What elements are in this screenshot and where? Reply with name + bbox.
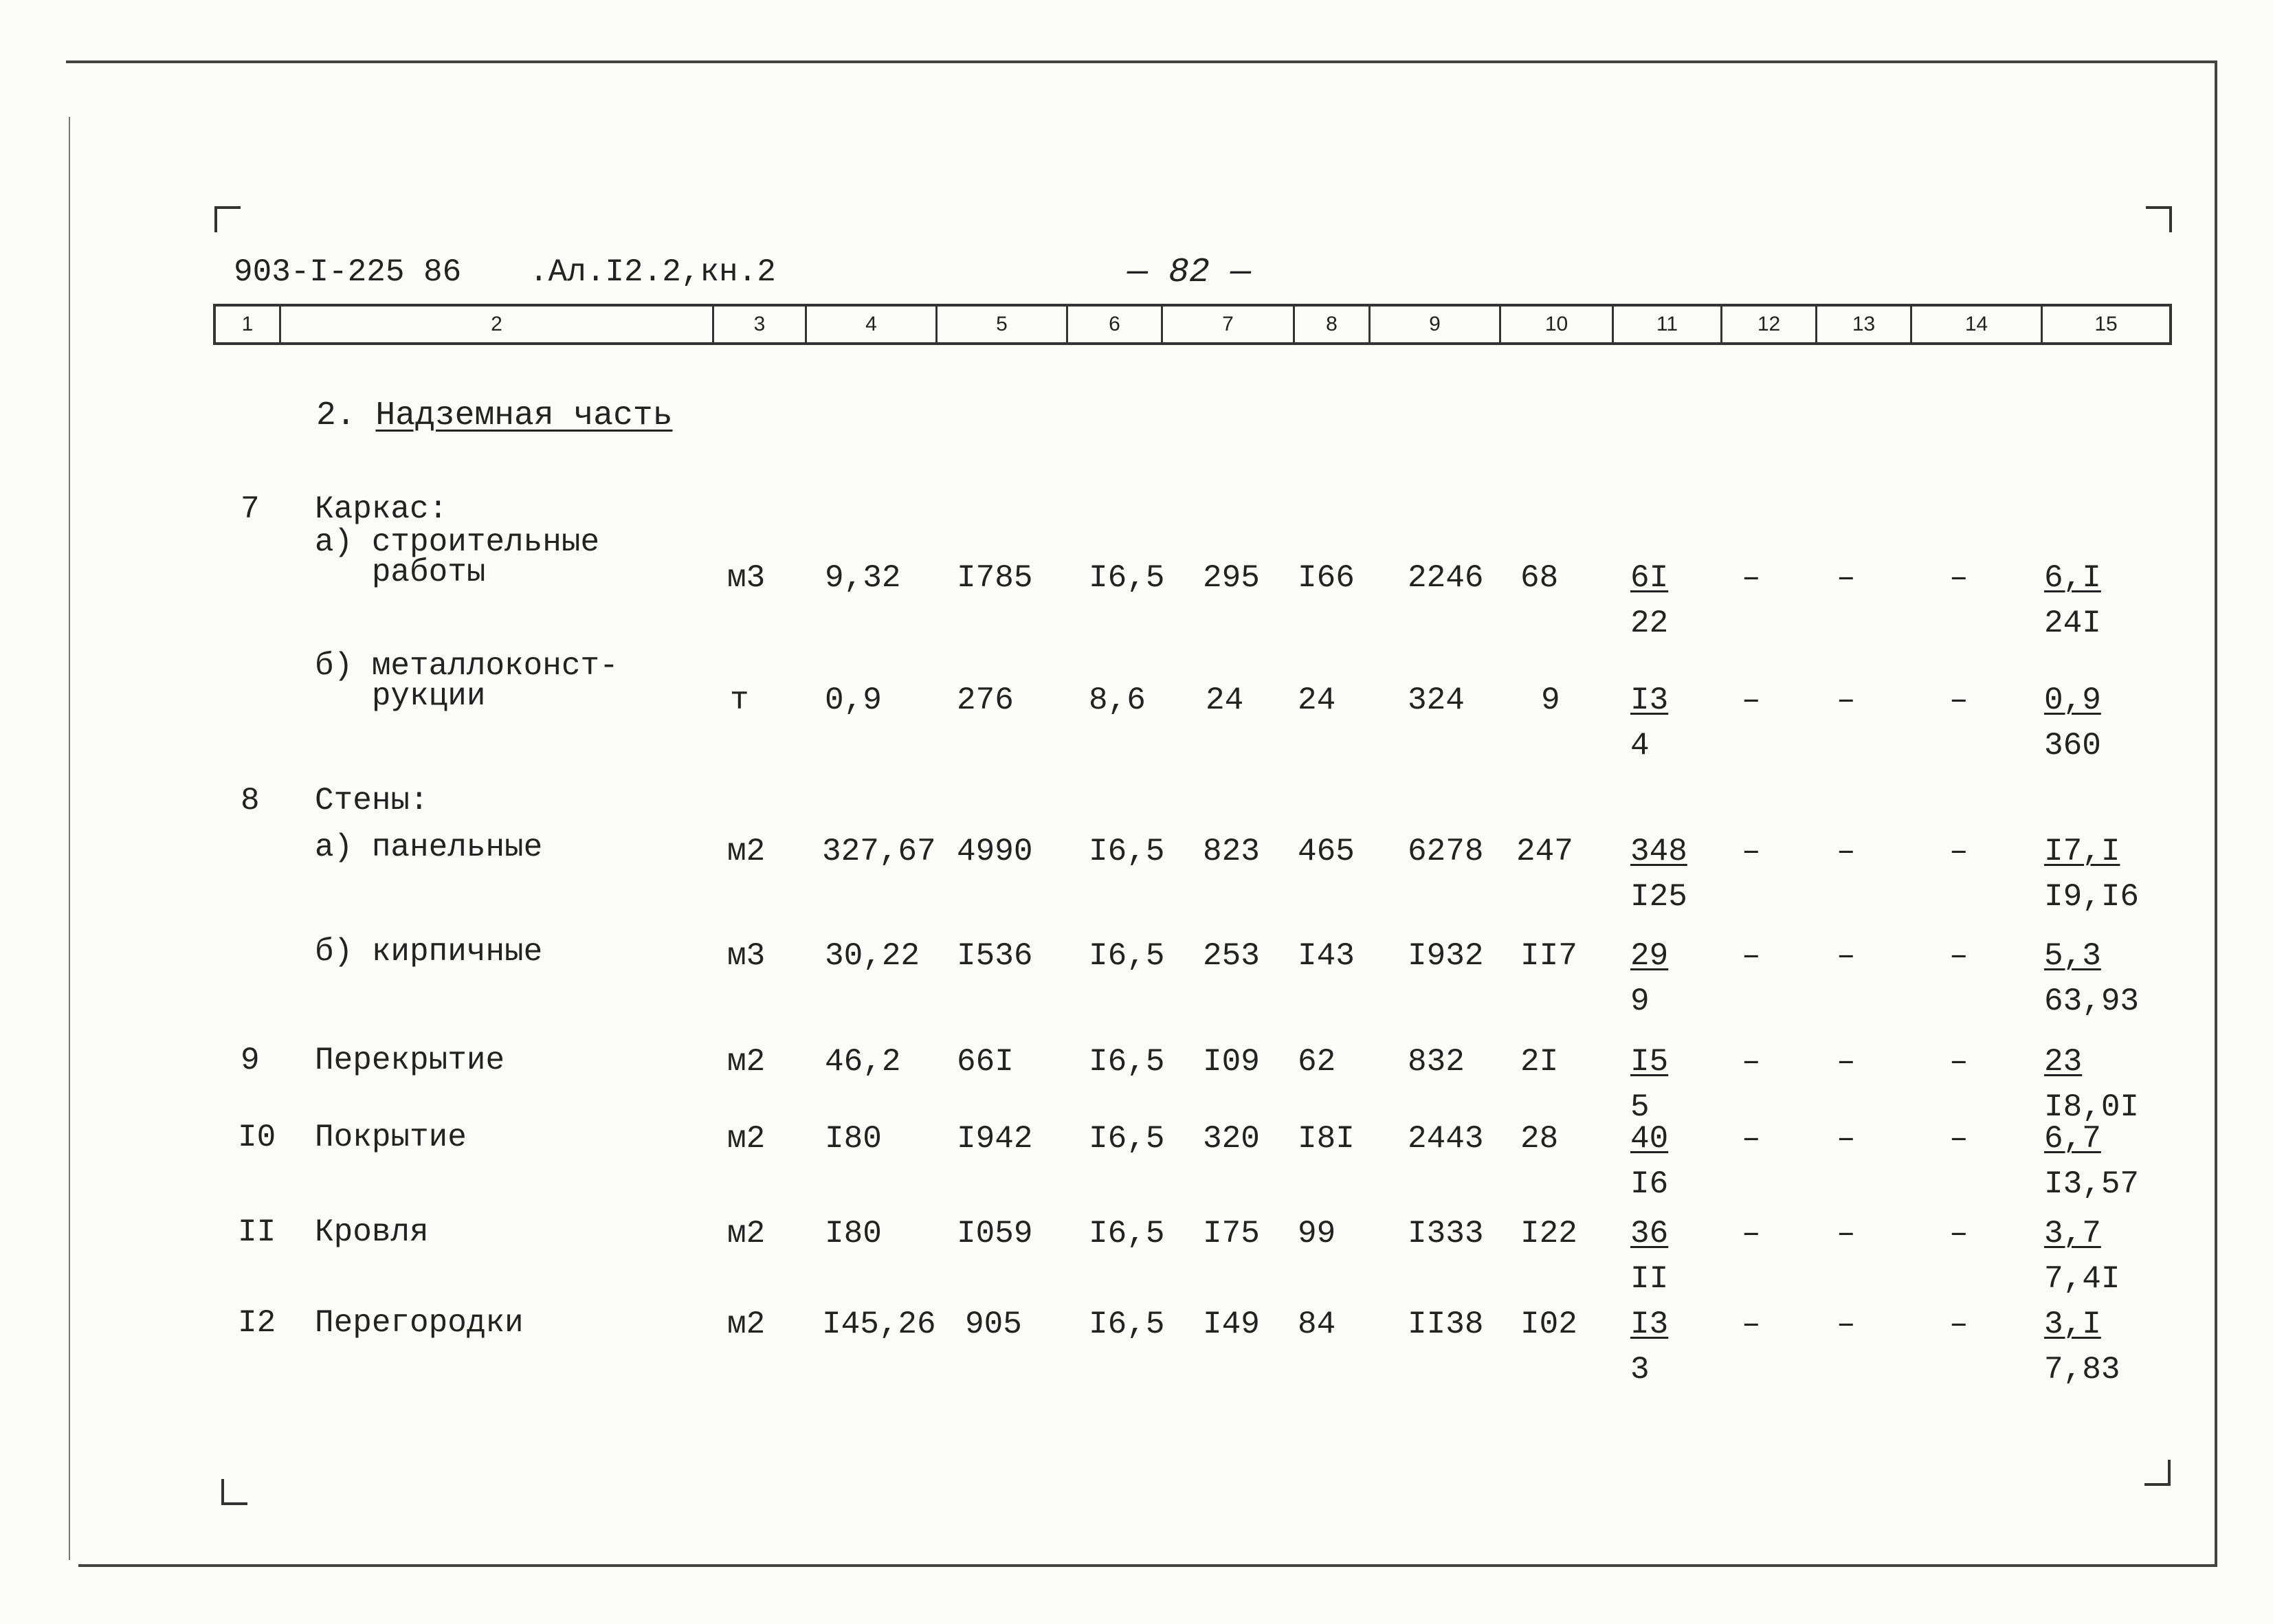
column-number-bar bbox=[213, 304, 2172, 345]
row-number: I0 bbox=[238, 1120, 276, 1155]
fraction-denominator: I3,57 bbox=[2044, 1166, 2140, 1202]
cell-col12: – bbox=[1742, 1044, 1761, 1080]
cell-col7: 295 bbox=[1203, 560, 1260, 596]
row-label: Каркас: bbox=[315, 491, 448, 527]
column-number: 8 bbox=[1295, 307, 1371, 342]
section-heading bbox=[316, 397, 673, 434]
row-label: Покрытие bbox=[315, 1120, 467, 1155]
fraction-numerator: I3 bbox=[1630, 682, 1669, 718]
cell-col10: I02 bbox=[1520, 1306, 1577, 1342]
fraction-denominator: 3 bbox=[1630, 1352, 1650, 1388]
cell-col14: – bbox=[1949, 1306, 1969, 1342]
cell-col6: I6,5 bbox=[1089, 1121, 1165, 1157]
fraction-denominator: I6 bbox=[1630, 1166, 1669, 1202]
cell-col7: I75 bbox=[1203, 1216, 1260, 1252]
fraction-denominator: I8,0I bbox=[2044, 1089, 2140, 1125]
cell-col6: I6,5 bbox=[1089, 834, 1165, 869]
fraction-numerator: 40 bbox=[1630, 1121, 1669, 1157]
cell-col14: – bbox=[1949, 1216, 1969, 1252]
cell-col14: – bbox=[1949, 938, 1969, 974]
cell-col12: – bbox=[1742, 682, 1761, 718]
cell-col13: – bbox=[1837, 1216, 1856, 1252]
cell-col9: 2246 bbox=[1408, 560, 1484, 596]
cell-col8: I66 bbox=[1298, 560, 1355, 596]
row-label: б) кирпичные bbox=[315, 934, 543, 970]
cell-col14: – bbox=[1949, 560, 1969, 596]
cell-col10: 28 bbox=[1520, 1121, 1559, 1157]
cell-col7: 24 bbox=[1206, 682, 1244, 718]
cell-col12: – bbox=[1742, 1216, 1761, 1252]
column-number: 15 bbox=[2094, 313, 2118, 335]
cell-col13: – bbox=[1837, 1306, 1856, 1342]
cell-col5: 905 bbox=[965, 1306, 1022, 1342]
fraction-numerator: 23 bbox=[2044, 1044, 2083, 1080]
cell-col11-fraction bbox=[1630, 1123, 1676, 1200]
cell-col9: 324 bbox=[1408, 682, 1465, 718]
cell-col11-fraction bbox=[1630, 940, 1676, 1017]
cell-col15-fraction bbox=[2044, 1123, 2139, 1200]
fraction-numerator: 348 bbox=[1630, 834, 1687, 869]
row-number: I2 bbox=[238, 1305, 276, 1341]
cell-col15-fraction bbox=[2044, 836, 2139, 913]
cell-col11-fraction bbox=[1630, 1306, 1676, 1388]
cell-col4: I80 bbox=[825, 1121, 882, 1157]
cell-col15-fraction bbox=[2044, 1046, 2139, 1123]
cell-col11-fraction bbox=[1630, 682, 1676, 764]
cell-col12: – bbox=[1742, 1121, 1761, 1157]
cell-col8: 465 bbox=[1298, 834, 1355, 869]
row-number: 8 bbox=[241, 783, 260, 819]
cell-col14: – bbox=[1949, 1121, 1969, 1157]
fraction-numerator: 6,7 bbox=[2044, 1121, 2101, 1157]
fraction-denominator: 7,4I bbox=[2044, 1261, 2120, 1297]
cell-col15-fraction bbox=[2044, 562, 2109, 639]
cell-col8: 24 bbox=[1298, 682, 1336, 718]
row-number: II bbox=[238, 1214, 276, 1250]
column-number: 4 bbox=[807, 307, 938, 342]
cell-col4: 9,32 bbox=[825, 560, 901, 596]
fraction-denominator: 9 bbox=[1630, 983, 1650, 1019]
cell-col13: – bbox=[1837, 560, 1856, 596]
corner-mark-bottom-left bbox=[221, 1479, 247, 1505]
column-number: 3 bbox=[714, 307, 807, 342]
fraction-denominator: I25 bbox=[1630, 879, 1687, 915]
cell-col15-fraction bbox=[2044, 1218, 2120, 1295]
cell-unit: м2 bbox=[727, 1216, 766, 1252]
cell-col8: 62 bbox=[1298, 1044, 1336, 1080]
cell-col4: I45,26 bbox=[822, 1306, 936, 1342]
row-label: б) металлоконст- bbox=[315, 648, 619, 684]
cell-col5: 276 bbox=[957, 682, 1014, 718]
fraction-numerator: 5,3 bbox=[2044, 938, 2101, 974]
page-number: — 82 — bbox=[1127, 253, 1252, 292]
frame-bottom-border bbox=[78, 1564, 2217, 1567]
cell-col9: 2443 bbox=[1408, 1121, 1484, 1157]
fraction-numerator: 3,7 bbox=[2044, 1216, 2101, 1252]
cell-col10: 2I bbox=[1520, 1044, 1559, 1080]
cell-col5: 4990 bbox=[957, 834, 1033, 869]
row-number: 7 bbox=[241, 491, 260, 527]
fraction-numerator: 6,I bbox=[2044, 560, 2101, 596]
corner-mark-top-right bbox=[2146, 206, 2172, 232]
cell-col5: I785 bbox=[957, 560, 1033, 596]
cell-col11-fraction bbox=[1630, 562, 1676, 639]
cell-col11-fraction bbox=[1630, 1046, 1676, 1123]
cell-col12: – bbox=[1742, 1306, 1761, 1342]
frame-right-border bbox=[2215, 60, 2217, 1567]
fraction-numerator: 3,I bbox=[2044, 1306, 2101, 1342]
row-label: Кровля bbox=[315, 1214, 429, 1250]
column-number: 2 bbox=[281, 307, 714, 342]
cell-col13: – bbox=[1837, 682, 1856, 718]
column-number: 5 bbox=[938, 307, 1068, 342]
cell-col13: – bbox=[1837, 834, 1856, 869]
cell-col6: I6,5 bbox=[1089, 938, 1165, 974]
cell-col10: I22 bbox=[1520, 1216, 1577, 1252]
cell-col8: 99 bbox=[1298, 1216, 1336, 1252]
cell-col6: 8,6 bbox=[1089, 682, 1146, 718]
fraction-numerator: I3 bbox=[1630, 1306, 1669, 1342]
cell-col4: 30,22 bbox=[825, 938, 920, 974]
cell-col6: I6,5 bbox=[1089, 560, 1165, 596]
cell-col14: – bbox=[1949, 834, 1969, 869]
row-label: а) строительные bbox=[315, 524, 600, 560]
row-label: работы bbox=[315, 555, 486, 590]
cell-col6: I6,5 bbox=[1089, 1216, 1165, 1252]
cell-col8: I8I bbox=[1298, 1121, 1355, 1157]
column-number: 6 bbox=[1068, 307, 1163, 342]
cell-col5: I059 bbox=[957, 1216, 1033, 1252]
cell-unit: м3 bbox=[727, 938, 766, 974]
cell-col11-fraction bbox=[1630, 836, 1696, 913]
corner-mark-bottom-right bbox=[2144, 1460, 2171, 1486]
cell-col6: I6,5 bbox=[1089, 1306, 1165, 1342]
cell-col9: I932 bbox=[1408, 938, 1484, 974]
cell-col5: I536 bbox=[957, 938, 1033, 974]
fraction-numerator: I7,I bbox=[2044, 834, 2120, 869]
fraction-denominator: 360 bbox=[2044, 728, 2101, 764]
fraction-denominator: 7,83 bbox=[2044, 1352, 2120, 1388]
cell-col10: 247 bbox=[1516, 834, 1573, 869]
column-number: 11 bbox=[1614, 307, 1722, 342]
cell-col4: 46,2 bbox=[825, 1044, 901, 1080]
cell-col12: – bbox=[1742, 834, 1761, 869]
cell-col4: I80 bbox=[825, 1216, 882, 1252]
section-title: Надземная часть bbox=[375, 397, 673, 434]
frame-top-border bbox=[66, 60, 2217, 63]
fraction-denominator: I9,I6 bbox=[2044, 879, 2140, 915]
cell-col9: 832 bbox=[1408, 1044, 1465, 1080]
cell-col15-fraction bbox=[2044, 682, 2109, 764]
cell-col10: 9 bbox=[1541, 682, 1560, 718]
column-number: 13 bbox=[1817, 307, 1912, 342]
document-code: 903-I-225 86 bbox=[234, 254, 462, 290]
cell-col14: – bbox=[1949, 682, 1969, 718]
fraction-denominator: 4 bbox=[1630, 728, 1650, 764]
fraction-denominator: 22 bbox=[1630, 605, 1669, 641]
fraction-numerator: 29 bbox=[1630, 938, 1669, 974]
fraction-denominator: II bbox=[1630, 1261, 1669, 1297]
cell-col5: 66I bbox=[957, 1044, 1014, 1080]
fraction-numerator: 6I bbox=[1630, 560, 1669, 596]
cell-unit: м2 bbox=[727, 1044, 766, 1080]
section-number: 2. bbox=[316, 397, 356, 434]
cell-col7: 320 bbox=[1203, 1121, 1260, 1157]
row-label: Перекрытие bbox=[315, 1043, 505, 1078]
fraction-denominator: 63,93 bbox=[2044, 983, 2140, 1019]
corner-mark-top-left bbox=[214, 206, 241, 232]
fraction-denominator: 5 bbox=[1630, 1089, 1650, 1125]
cell-col13: – bbox=[1837, 1044, 1856, 1080]
cell-col12: – bbox=[1742, 560, 1761, 596]
fraction-numerator: 36 bbox=[1630, 1216, 1669, 1252]
cell-col5: I942 bbox=[957, 1121, 1033, 1157]
cell-col10: II7 bbox=[1520, 938, 1577, 974]
cell-col9: II38 bbox=[1408, 1306, 1484, 1342]
column-number: 9 bbox=[1371, 307, 1501, 342]
fraction-numerator: 0,9 bbox=[2044, 682, 2101, 718]
column-number: 12 bbox=[1722, 307, 1817, 342]
cell-col8: I43 bbox=[1298, 938, 1355, 974]
row-label: рукции bbox=[315, 678, 486, 714]
cell-col13: – bbox=[1837, 1121, 1856, 1157]
cell-unit: м2 bbox=[727, 1306, 766, 1342]
cell-unit: м2 bbox=[727, 1121, 766, 1157]
cell-col15-fraction bbox=[2044, 1306, 2120, 1388]
row-number: 9 bbox=[241, 1043, 260, 1078]
cell-col4: 327,67 bbox=[822, 834, 936, 869]
cell-unit: т bbox=[730, 682, 749, 718]
album-reference: .Ал.I2.2,кн.2 bbox=[529, 254, 776, 290]
frame-left-border bbox=[69, 117, 70, 1560]
row-label: а) панельные bbox=[315, 830, 543, 865]
cell-col7: 253 bbox=[1203, 938, 1260, 974]
cell-col8: 84 bbox=[1298, 1306, 1336, 1342]
cell-col7: I09 bbox=[1203, 1044, 1260, 1080]
cell-col11-fraction bbox=[1630, 1218, 1676, 1295]
cell-unit: м2 bbox=[727, 834, 766, 869]
cell-col10: 68 bbox=[1520, 560, 1559, 596]
cell-col9: I333 bbox=[1408, 1216, 1484, 1252]
row-label: Стены: bbox=[315, 783, 429, 819]
cell-col9: 6278 bbox=[1408, 834, 1484, 869]
cell-col15-fraction bbox=[2044, 940, 2139, 1017]
cell-col12: – bbox=[1742, 938, 1761, 974]
row-label: Перегородки bbox=[315, 1305, 524, 1341]
column-number: 10 bbox=[1501, 307, 1614, 342]
column-number: 14 bbox=[1912, 307, 2043, 342]
cell-col13: – bbox=[1837, 938, 1856, 974]
cell-col7: I49 bbox=[1203, 1306, 1260, 1342]
cell-unit: м3 bbox=[727, 560, 766, 596]
cell-col7: 823 bbox=[1203, 834, 1260, 869]
column-number: 1 bbox=[216, 307, 281, 342]
cell-col6: I6,5 bbox=[1089, 1044, 1165, 1080]
cell-col14: – bbox=[1949, 1044, 1969, 1080]
column-number: 7 bbox=[1163, 307, 1295, 342]
fraction-numerator: I5 bbox=[1630, 1044, 1669, 1080]
cell-col4: 0,9 bbox=[825, 682, 882, 718]
fraction-denominator: 24I bbox=[2044, 605, 2101, 641]
